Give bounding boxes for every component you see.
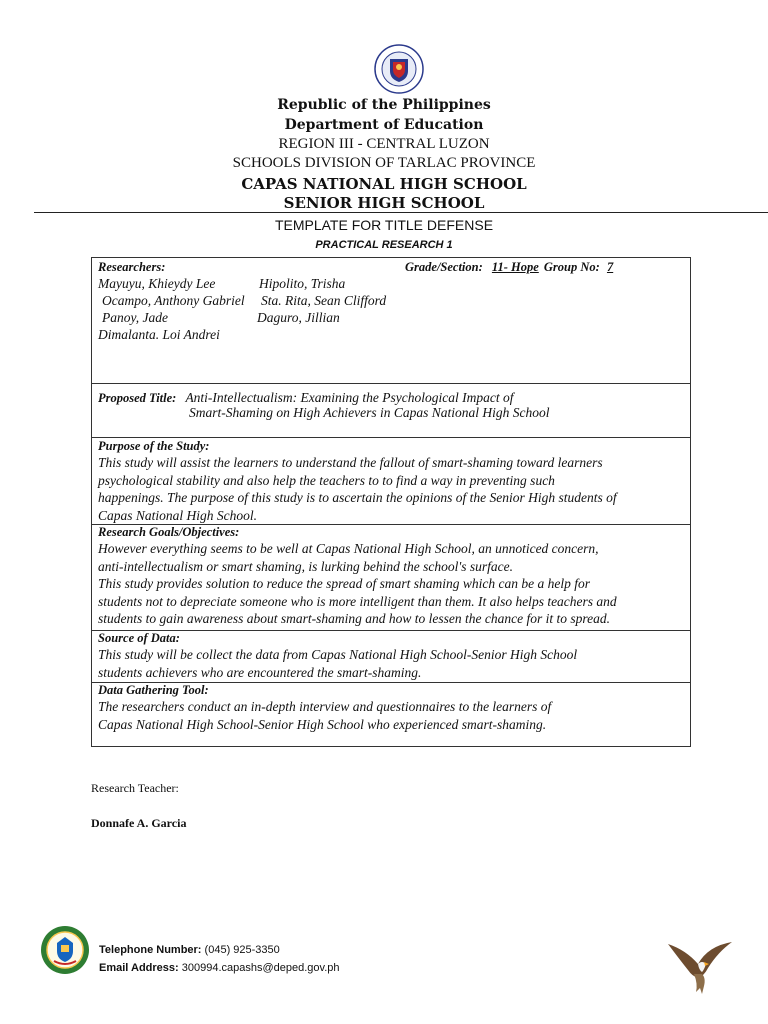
header-department: Department of Education — [284, 117, 484, 133]
eagle-icon — [664, 938, 736, 996]
researcher-name: Ocampo, Anthony Gabriel — [102, 293, 245, 308]
text-line: This study will be collect the data from Capas National High School-Senior High School — [98, 647, 578, 662]
source-label: Source of Data: — [98, 631, 180, 645]
header-region: REGION III - CENTRAL LUZON — [278, 136, 490, 152]
text-line: students achievers who are encountered the smart-shaming. — [98, 664, 422, 680]
researchers-label: Researchers: — [98, 260, 166, 274]
group-value: 7 — [606, 260, 614, 274]
purpose-section — [92, 438, 690, 525]
text-line: students to gain awareness about smart-shaming and how to lessen the chance for it to spread. — [98, 611, 610, 626]
source-text — [98, 646, 577, 681]
researcher-name: Dimalanta. Loi Andrei — [98, 327, 220, 342]
text-line: psychological stability and also help the teachers to to find a way in preventing such — [98, 472, 555, 488]
grade-value: 11- Hope — [491, 260, 539, 274]
defense-form — [91, 257, 691, 747]
telephone-value: (045) 925-3350 — [204, 944, 280, 956]
text-line: However everything seems to be well at Capas National High School, an unnoticed concern, — [98, 541, 599, 556]
teacher-label: Research Teacher: — [91, 781, 179, 795]
proposed-title-text: Smart-Shaming on High Achievers in Capas National High School — [189, 405, 550, 420]
text-line: This study will assist the learners to understand the fallout of smart-shaming toward learners — [98, 455, 603, 470]
deped-seal-icon — [374, 44, 424, 94]
proposed-title-section — [92, 384, 690, 438]
researcher-name: Daguro, Jillian — [257, 310, 340, 325]
text-line: This study provides solution to reduce the spread of smart shaming which can be a help for — [98, 576, 590, 591]
email-value: 300994.capashs@deped.gov.ph — [181, 962, 340, 974]
header-republic: Republic of the Philippines — [277, 97, 491, 113]
source-section — [92, 631, 690, 683]
researcher-name: Mayuyu, Khieydy Lee — [98, 276, 216, 291]
grade-label: Grade/Section: — [405, 260, 483, 274]
proposed-title-text: Anti-Intellectualism: Examining the Psychological Impact of — [185, 390, 514, 405]
purpose-text — [98, 454, 617, 524]
school-seal-icon — [40, 925, 90, 975]
template-title: TEMPLATE FOR TITLE DEFENSE — [274, 217, 494, 233]
text-line: Capas National High School-Senior High School who experienced smart-shaming. — [98, 716, 547, 732]
purpose-label: Purpose of the Study: — [98, 439, 210, 453]
researcher-name: Sta. Rita, Sean Clifford — [261, 293, 387, 308]
email-label: Email Address: — [99, 962, 179, 974]
grade-section-field — [405, 260, 613, 275]
email-line — [99, 962, 340, 974]
header-division: SCHOOLS DIVISION OF TARLAC PROVINCE — [232, 155, 536, 171]
researcher-name: Hipolito, Trisha — [259, 276, 346, 291]
header-shs: SENIOR HIGH SCHOOL — [283, 194, 485, 212]
text-line: anti-intellectualism or smart shaming, is lurking behind the school's surface. — [98, 558, 513, 574]
researcher-name: Panoy, Jade — [102, 310, 168, 325]
teacher-name: Donnafe A. Garcia — [91, 816, 187, 830]
text-line: students not to depreciate someone who is more intelligent than them. It also helps teachers and — [98, 593, 617, 609]
telephone-line — [99, 944, 280, 956]
proposed-title-label: Proposed Title: — [98, 391, 177, 405]
header-divider — [34, 212, 768, 213]
tool-section — [92, 683, 690, 746]
goals-section — [92, 525, 690, 631]
tool-text — [98, 698, 551, 733]
goals-text — [98, 540, 617, 628]
text-line: Capas National High School. — [98, 507, 258, 523]
researchers-section — [92, 258, 690, 384]
group-label: Group No: — [543, 260, 600, 274]
telephone-label: Telephone Number: — [99, 944, 202, 956]
text-line: happenings. The purpose of this study is to ascertain the opinions of the Senior High students of — [98, 490, 617, 505]
tool-label: Data Gathering Tool: — [98, 683, 209, 697]
subject-title: PRACTICAL RESEARCH 1 — [315, 239, 453, 251]
header-school: CAPAS NATIONAL HIGH SCHOOL — [241, 175, 527, 193]
goals-label: Research Goals/Objectives: — [98, 525, 240, 539]
text-line: The researchers conduct an in-depth interview and questionnaires to the learners of — [98, 699, 552, 714]
